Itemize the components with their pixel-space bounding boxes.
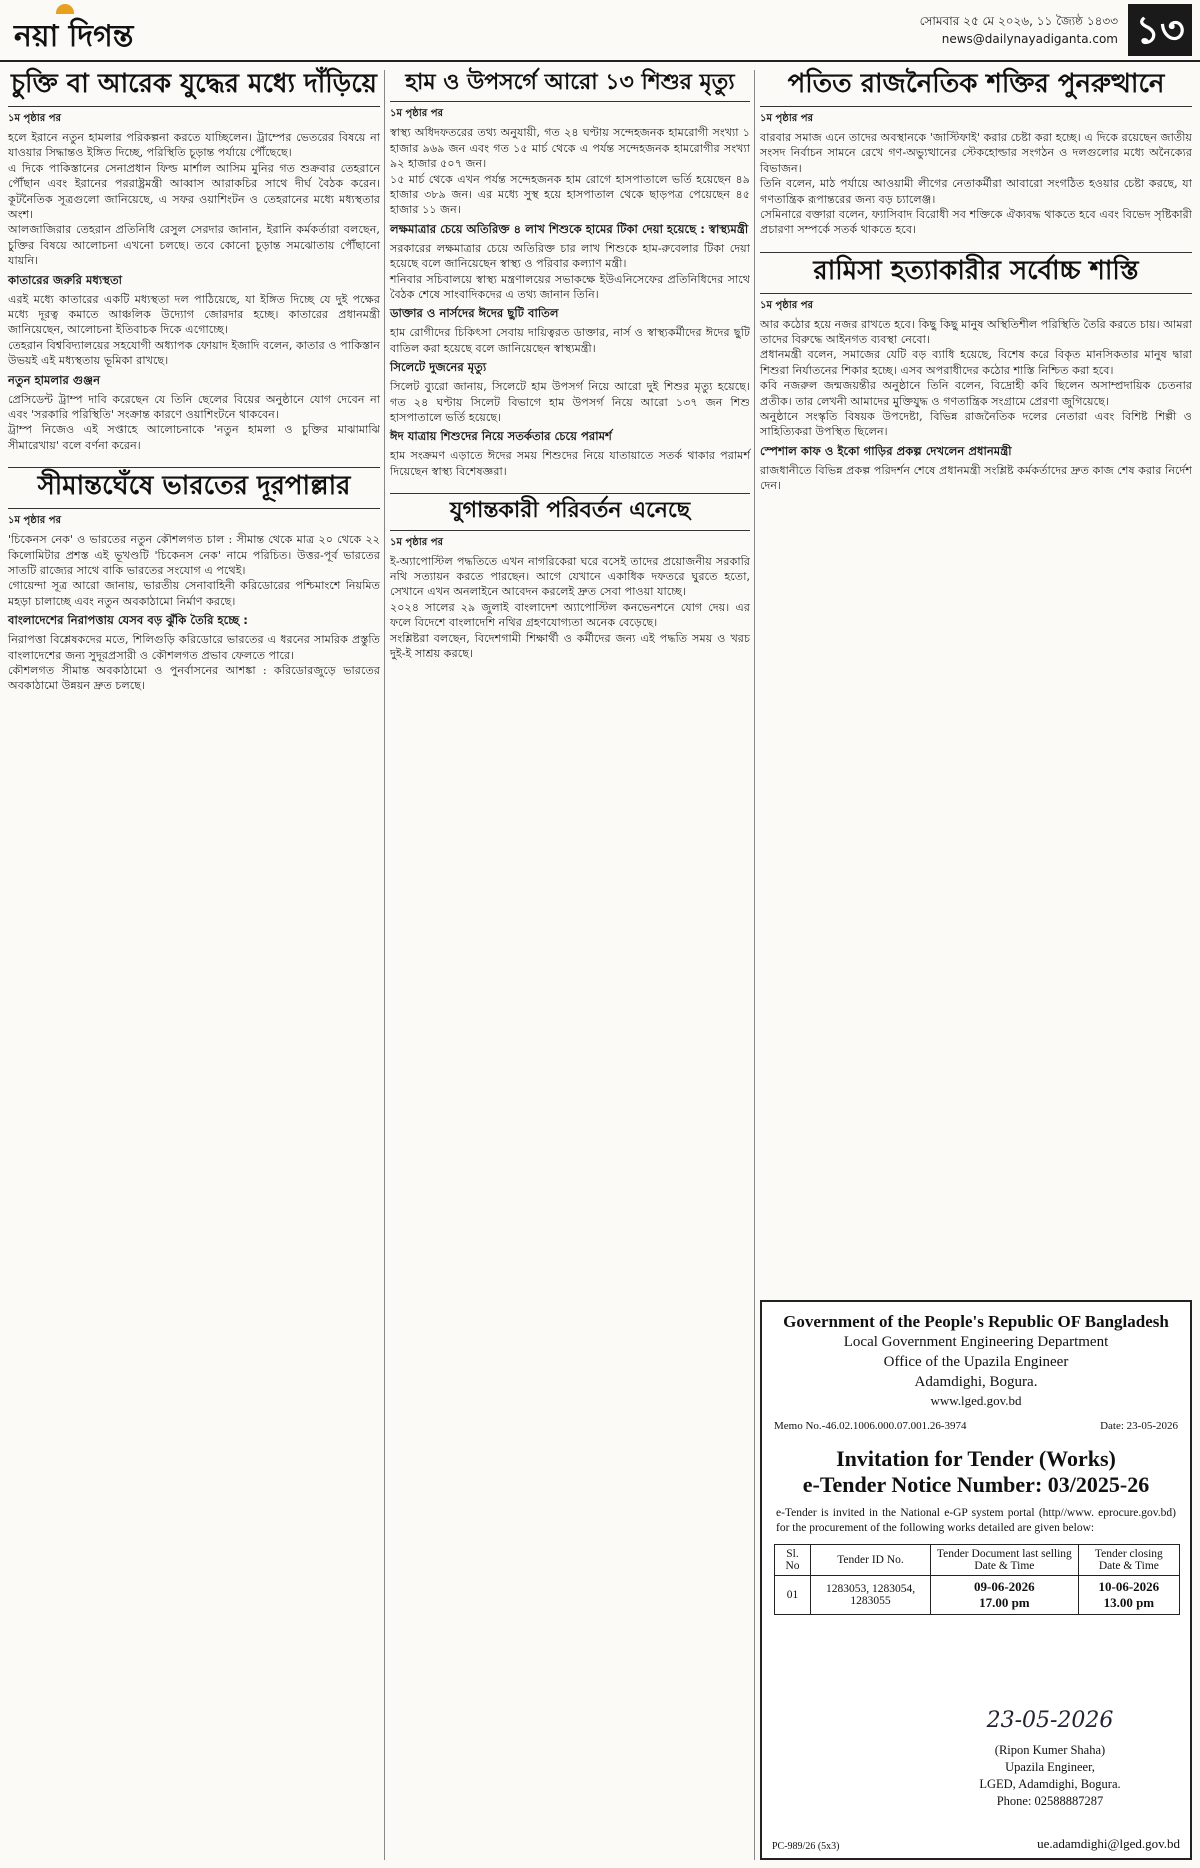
table-row (775, 1576, 1180, 1615)
table-cell (1078, 1576, 1179, 1615)
article-subhead: কাতারের জরুরি মধ্যস্থতা (8, 272, 123, 287)
article-paragraph: সংশ্লিষ্টরা বলছেন, বিদেশগামী শিক্ষার্থী ও কর্মীদের জন্য এই পদ্ধতি সময় ও খরচ দুই-ই সাশ্রয় করছে। (390, 631, 754, 660)
article-subhead: লক্ষমাত্রার চেয়ে অতিরিক্ত ৪ লাখ শিশুকে হামের টিকা দেয়া হয়েছে : স্বাস্থ্যমন্ত্রী (390, 221, 749, 236)
article-paragraph: সেমিনারে বক্তারা বলেন, ফ্যাসিবাদ বিরোধী সব শক্তিকে ঐক্যবদ্ধ থাকতে হবে এবং বিভেদ সৃষ্টিকারী প্রচারণা সম্পর্কে সতর্ক থাকতে হবে। (760, 207, 1196, 237)
tender-office: Office of the Upazila Engineer (883, 1354, 1069, 1370)
newspaper-logo: নয়া দিগন্ত (14, 19, 134, 54)
dateline (920, 12, 1118, 48)
article-subhead: ডাক্তার ও নার্সদের ঈদের ছুটি বাতিল (390, 306, 559, 321)
article-paragraph: হাম রোগীদের চিকিৎসা সেবায় দায়িত্বরত ডাক্তার, নার্স ও স্বাস্থ্যকর্মীদের ঈদের ছুটি বাতিল করা হয়েছে বলে জানিয়েছেন স্বাস্থ্যমন্ত্রী। (390, 326, 754, 355)
tender-website: www.lged.gov.bd (930, 1393, 1022, 1408)
article-paragraph: কবি নজরুল জন্মজয়ন্তীর অনুষ্ঠানে তিনি বলেন, বিদ্রোহী কবি ছিলেন অসাম্প্রদায়িক চেতনার প্রতীক। তার লেখনী আমাদের মুক্তিযুদ্ধ ও গণতান্ত্রিক সংগ্রামে প্রেরণা জুগিয়েছে। (760, 379, 1196, 408)
continued-label: ১ম পৃষ্ঠার পর (760, 112, 813, 124)
article-paragraph: হাম সংক্রমণ এড়াতে ঈদের সময় শিশুদের নিয়ে যাতায়াতে সতর্ক থাকার পরামর্শ দিয়েছেন স্বাস্থ্য বিশেষজ্ঞরা। (390, 449, 754, 478)
article-paragraph: আর কঠোর হয়ে নজর রাখতে হবে। কিছু কিছু মানুষ অস্থিতিশীল পরিস্থিতি তৈরি করতে চায়। আমরা তাদের বিরুদ্ধে আইনগত ব্যবস্থা নেবো। (760, 317, 1196, 347)
article-subhead: স্পেশাল কাফ ও ইকো গাড়ির প্রকল্প দেখলেন প্রধানমন্ত্রী (760, 443, 1012, 458)
continued-label: ১ম পৃষ্ঠার পর (8, 112, 61, 124)
column-3 (760, 69, 1196, 1292)
selling-time: 17.00 pm (979, 1595, 1030, 1610)
article-paragraph: প্রধানমন্ত্রী বলেন, সমাজের যেটি বড় ব্যাধি হয়েছে, বিশেষ করে বিকৃত মানসিকতার মানুষ দ্বারা শিশুরা নির্যাতনের শিকার হচ্ছে। এসব অপরাধীদের কঠোর শাস্তি নিশ্চিত করা হবে। (760, 348, 1196, 377)
article-paragraph: ১৫ মার্চ থেকে এখন পর্যন্ত সন্দেহজনক হাম রোগে হাসপাতালে ভর্তি হয়েছেন ৪৯ হাজার ৩৮৯ জন। এর মধ্যে সুস্থ হয়ে হাসপাতাল থেকে ছাড়পত্র পেয়েছেন ৪৫ হাজার ১১ জন। (390, 172, 754, 217)
article-subhead: সিলেটে দুজনের মৃত্যু (390, 360, 487, 375)
signature-block (940, 1708, 1160, 1810)
article-subhead: বাংলাদেশের নিরাপত্তায় যেসব বড় ঝুঁকি তৈরি হচ্ছে : (8, 613, 248, 628)
page-number: ১৩ (1128, 4, 1192, 56)
article-paragraph: এরই মধ্যে কাতারের একটি মধ্যস্থতা দল পাঠিয়েছে, যা ইঙ্গিত দিচ্ছে যে দুই পক্ষের মধ্যে দূরত্ব কমাতে আঞ্চলিক উদ্যোগ জোরদার হচ্ছে। কাতারের প্রধানমন্ত্রী জানিয়েছেন, আলোচনা ইতিবাচক দিকে এগোচ্ছে। (8, 292, 384, 337)
table-header-cell: Tender Document last selling Date & Time (931, 1545, 1079, 1576)
masthead (0, 0, 1200, 62)
article-paragraph: এ দিকে পাকিস্তানের সেনাপ্রধান ফিল্ড মার্শাল আসিম মুনির গত শুক্রবার তেহরানে পৌঁছান এবং ইরানের পররাষ্ট্রমন্ত্রী আব্বাস আরাকচির সাথে দীর্ঘ বৈঠক করেন। কূটনৈতিক সূত্রগুলো জানিয়েছে, এ সফর ওয়াশিংটন ও তেহরানের মধ্যে মধ্যস্থতার অংশ। (8, 161, 384, 221)
continued-label: ১ম পৃষ্ঠার পর (760, 299, 813, 311)
continued-label: ১ম পৃষ্ঠার পর (390, 536, 443, 548)
article-subhead: নতুন হামলার গুঞ্জন (8, 372, 100, 387)
article-headline: যুগান্তকারী পরিবর্তন এনেছে (449, 498, 691, 524)
table-header-cell: Sl. No (775, 1545, 811, 1576)
tender-location: Adamdighi, Bogura. (914, 1374, 1038, 1390)
selling-date: 09-06-2026 (974, 1579, 1035, 1594)
article-paragraph: ২০২৪ সালের ২৯ জুলাই বাংলাদেশ অ্যাপোস্টিল কনভেনশনে যোগ দেয়। এর ফলে বিদেশে বাংলাদেশি নথির গ্রহণযোগ্যতা অনেক বেড়েছে। (390, 600, 754, 630)
continued-label: ১ম পৃষ্ঠার পর (390, 108, 443, 120)
column-2 (390, 70, 754, 1860)
article-headline: পতিত রাজনৈতিক শক্তির পুনরুত্থানে (787, 69, 1165, 99)
signer-name: (Ripon Kumer Shaha) (994, 1743, 1106, 1757)
article-paragraph: 'চিকেনস নেক' ও ভারতের নতুন কৌশলগত চাল : সীমান্ত থেকে মাত্র ২০ থেকে ২২ কিলোমিটার প্রশস্ত এই ভূখণ্ডটি 'চিকেনস নেক' নামে পরিচিত। উত্তর-পূর্ব ভারতের সাতটি রাজ্যের সাথে বাকি ভারতের সংযোগ এ পথেই। (8, 533, 384, 577)
tender-date: Date: 23-05-2026 (1100, 1420, 1178, 1432)
article-subhead: ঈদ যাত্রায় শিশুদের নিয়ে সতর্কতার চেয়ে পরামর্শ (390, 429, 612, 444)
article-headline: রামিসা হত্যাকারীর সর্বোচ্চ শাস্তি (813, 255, 1139, 286)
article-paragraph: হলে ইরানে নতুন হামলার পরিকল্পনা করতে যাচ্ছিলেন। ট্রাম্পের ভেতরের বিষয়ে না যাওয়ার সিদ্ধান্তও ইঙ্গিত দিচ্ছে, পরিস্থিতি চূড়ান্ত পর্যায়ে পৌঁছেছে। (8, 130, 384, 160)
article-paragraph: আলজাজিরার তেহরান প্রতিনিধি রেসুল সেরদার জানান, ইরানি কর্মকর্তারা বলছেন, চুক্তির বিষয়ে আলোচনা এখনো চলছে। তবে কোনো চূড়ান্ত সমঝোতায় পৌঁছানো যায়নি। (8, 223, 384, 268)
signer-office: LGED, Adamdighi, Bogura. (979, 1777, 1121, 1791)
article-headline: চুক্তি বা আরেক যুদ্ধের মধ্যে দাঁড়িয়ে (10, 69, 377, 99)
tender-notice-number: e-Tender Notice Number: 03/2025-26 (802, 1472, 1150, 1497)
article-paragraph: গোয়েন্দা সূত্র আরো জানায়, ভারতীয় সেনাবাহিনী করিডোরের পশ্চিমাংশে নিয়মিত মহড়া চালাচ্ছে এবং নতুন অবকাঠামো নির্মাণ করছে। (8, 579, 384, 608)
article-paragraph: তেহরান বিশ্ববিদ্যালয়ের সহযোগী অধ্যাপক ফোয়াদ ইজাদি বলেন, কাতার ও পাকিস্তান উভয়ই এই মধ্যস্থতায় ভূমিকা রাখছে। (8, 338, 384, 368)
ad-code: PC-989/26 (5x3) (772, 1841, 840, 1852)
table-cell: 01 (775, 1576, 811, 1615)
tender-description: e-Tender is invited in the National e-GP system portal (http//www. eprocure.gov.bd) for the procurement of the following works detailed are given below: (776, 1507, 1176, 1534)
tender-title: Invitation for Tender (Works) (836, 1446, 1116, 1471)
article-headline: হাম ও উপসর্গে আরো ১৩ শিশুর মৃত্যু (405, 70, 735, 95)
tender-table-header (775, 1545, 1180, 1576)
article-paragraph: প্রেসিডেন্ট ট্রাম্প দাবি করেছেন যে তিনি ছেলের বিয়ের অনুষ্ঠানে যোগ দেবেন না এবং 'সরকারি পরিস্থিতি' সংক্রান্ত কারণে ওয়াশিংটনে থাকবেন। (8, 392, 384, 421)
signer-title: Upazila Engineer, (1005, 1760, 1095, 1774)
tender-government: Government of the People's Republic OF Bangladesh (783, 1312, 1169, 1331)
continued-label: ১ম পৃষ্ঠার পর (8, 515, 61, 527)
tender-table (774, 1544, 1180, 1615)
article-paragraph: সরকারের লক্ষমাত্রার চেয়ে অতিরিক্ত চার লাখ শিশুকে হাম-রুবেলার টিকা দেয়া হয়েছে বলে জানিয়েছেন স্বাস্থ্য ও পরিবার কল্যাণ মন্ত্রী। (390, 241, 754, 271)
article-paragraph: রাজধানীতে বিভিন্ন প্রকল্প পরিদর্শন শেষে প্রধানমন্ত্রী সংশ্লিষ্ট কর্মকর্তাদের দ্রুত কাজ শেষ করার নির্দেশ দেন। (760, 463, 1196, 493)
article-paragraph: শনিবার সচিবালয়ে স্বাস্থ্য মন্ত্রণালয়ের সভাকক্ষে ইউএনিসেফের প্রতিনিধিদের সাথে বৈঠক শেষে সাংবাদিকদের এ তথ্য জানান তিনি। (390, 272, 754, 301)
article-paragraph: স্বাস্থ্য অধিদফতরের তথ্য অনুযায়ী, গত ২৪ ঘণ্টায় সন্দেহজনক হামরোগী সংখ্যা ১ হাজার ৯৬৯ জন এবং গত ১৫ মার্চ থেকে এ পর্যন্ত সন্দেহজনক হামরোগীর সংখ্যা ৯২ হাজার ৫০৭ জন। (390, 126, 754, 171)
article-paragraph: সিলেট ব্যুরো জানায়, সিলেটে হাম উপসর্গ নিয়ে আরো দুই শিশুর মৃত্যু হয়েছে। গত ২৪ ঘণ্টায় সিলেট বিভাগে হাম উপসর্গ নিয়ে আরো ১৩৭ জন শিশু হাসপাতালে ভর্তি হয়েছে। (390, 380, 754, 424)
signer-phone: Phone: 02588887287 (996, 1794, 1104, 1808)
article-headline: সীমান্তঘেঁষে ভারতের দূরপাল্লার (37, 471, 351, 502)
closing-time: 13.00 pm (1103, 1595, 1155, 1610)
table-header-cell: Tender closing Date & Time (1078, 1545, 1179, 1576)
website-text: news@dailynayadiganta.com (941, 32, 1118, 46)
date-text: সোমবার ২৫ মে ২০২৬, ১১ জ্যৈষ্ঠ ১৪৩৩ (919, 14, 1118, 28)
article-paragraph: নিরাপত্তা বিশ্লেষকদের মতে, শিলিগুড়ি করিডোরে ভারতের এ ধরনের সামরিক প্রস্তুতি বাংলাদেশের জন্য সুদূরপ্রসারী ও কৌশলগত প্রভাব ফেলতে পারে। (8, 633, 384, 662)
article-paragraph: কৌশলগত সীমান্ত অবকাঠামো ও পুনর্বাসনের আশঙ্কা : করিডোরজুড়ে ভারতের অবকাঠামো উন্নয়ন দ্রুত চলছে। (8, 663, 384, 693)
article-paragraph: অনুষ্ঠানে সংস্কৃতি বিষয়ক উপদেষ্টা, বিভিন্ন রাজনৈতিক দলের নেতারা এবং বিশিষ্ট শিল্পী ও সাহিত্যিকরা উপস্থিত ছিলেন। (760, 410, 1196, 439)
closing-date: 10-06-2026 (1098, 1579, 1160, 1594)
column-1 (8, 69, 384, 1860)
tender-department: Local Government Engineering Department (843, 1334, 1109, 1350)
tender-email: ue.adamdighi@lged.gov.bd (1037, 1836, 1180, 1851)
tender-notice (760, 1300, 1192, 1860)
table-cell (931, 1576, 1079, 1615)
article-paragraph: ট্রাম্প নিজেও এই সপ্তাহে আলোচনাকে 'নতুন হামলা ও চুক্তির মাঝামাঝি সীমারেখায়' বলে বর্ণনা করেন। (8, 423, 384, 452)
article-paragraph: ই-অ্যাপোস্টিল পদ্ধতিতে এখন নাগরিকেরা ঘরে বসেই তাদের প্রয়োজনীয় সরকারি নথি সত্যায়ন করতে পারছেন। আগে যেখানে একাধিক দফতরে ঘুরতে হতো, সেখানে এখন অনলাইনে আবেদন করলেই দ্রুত সেবা পাওয়া যাচ্ছে। (390, 554, 754, 599)
article-paragraph: তিনি বলেন, মাঠ পর্যায়ে আওয়ামী লীগের নেতাকর্মীরা আবারো সংগঠিত হওয়ার চেষ্টা করছে, যা গণতান্ত্রিক রূপান্তরের জন্য বড় চ্যালেঞ্জ। (760, 177, 1196, 206)
article-paragraph: বারবার সমাজ এনে তাদের অবস্থানকে 'জাস্টিফাই' করার চেষ্টা করা হচ্ছে। এ দিকে রয়েছেন জাতীয় সংসদ নির্বাচন সামনে রেখে গণ-অভ্যুত্থানের স্টেকহোল্ডার সংগঠন ও দলগুলোর মধ্যে অনৈক্যের বিভাজন। (760, 130, 1196, 175)
table-cell: 1283053, 1283054, 1283055 (811, 1576, 931, 1615)
tender-memo-row (774, 1420, 1178, 1432)
table-header-cell: Tender ID No. (811, 1545, 931, 1576)
handwritten-signature: 23-05-2026 (986, 1708, 1114, 1733)
tender-memo: Memo No.-46.02.1006.000.07.001.26-3974 (774, 1420, 967, 1432)
